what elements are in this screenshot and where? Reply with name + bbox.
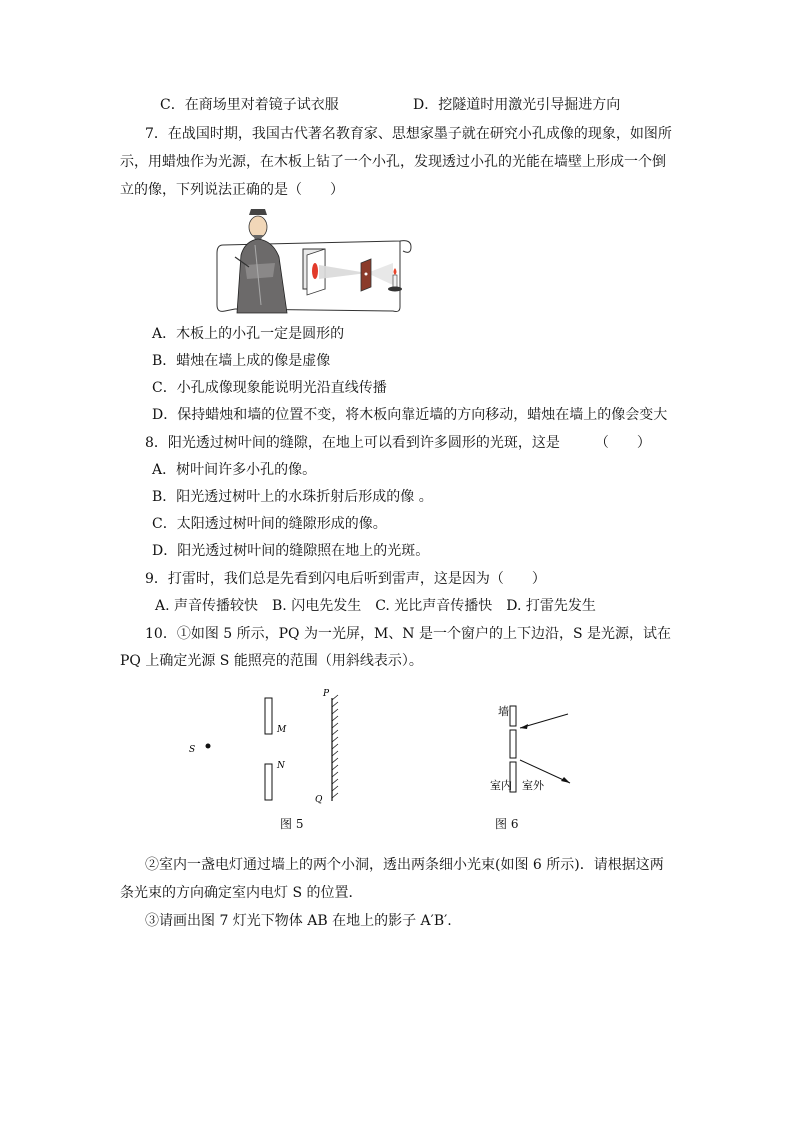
- q7-option-a: A．木板上的小孔一定是圆形的: [152, 326, 345, 342]
- figure-5-caption: 图 5: [280, 817, 304, 831]
- window-bottom-edge: [265, 764, 272, 800]
- option-c-prev: C．在商场里对着镜子试衣服: [160, 97, 339, 113]
- q7-option-c: C．小孔成像现象能说明光沿直线传播: [152, 380, 387, 396]
- q8-option-b: B．阳光透过树叶上的水珠折射后形成的像 。: [152, 489, 433, 505]
- q10-stem-line1: 10．①如图 5 所示，PQ 为一光屏，M、N 是一个窗户的上下边沿，S 是光源，试在: [145, 626, 672, 642]
- label-p: P: [323, 689, 330, 699]
- q7-option-b: B．蜡烛在墙上成的像是虚像: [152, 353, 331, 369]
- figure-6-caption: 图 6: [495, 817, 519, 831]
- q7-option-d: D．保持蜡烛和墙的位置不变，将木板向靠近墙的方向移动，蜡烛在墙上的像会变大: [152, 407, 668, 423]
- q10-stem-line2: PQ 上确定光源 S 能照亮的范围（用斜线表示）。: [120, 653, 423, 669]
- window-top-edge: [265, 698, 272, 734]
- mozi-pinhole-illustration: [215, 205, 415, 315]
- q8-stem: 8．阳光透过树叶间的缝隙，在地上可以看到许多圆形的光斑，这是 （ ）: [145, 435, 651, 451]
- label-q: Q: [315, 795, 323, 805]
- q10-part3: ③请画出图 7 灯光下物体 AB 在地上的影子 A′B′.: [145, 913, 452, 929]
- q9-stem: 9．打雷时，我们总是先看到闪电后听到雷声，这是因为（ ）: [145, 571, 546, 587]
- q9-options: A. 声音传播较快 B. 闪电先发生 C. 光比声音传播快 D. 打雷先发生: [155, 598, 596, 614]
- q8-option-c: C．太阳透过树叶间的缝隙形成的像。: [152, 516, 387, 532]
- q8-option-d: D．阳光透过树叶间的缝隙照在地上的光斑。: [152, 543, 430, 559]
- figure-5: [185, 686, 355, 808]
- screen-hatching: [332, 695, 338, 798]
- q10-part2-line2: 条光束的方向确定室内电灯 S 的位置．: [120, 885, 363, 901]
- option-d-prev: D．挖隧道时用激光引导掘进方向: [413, 97, 621, 113]
- q8-option-a: A．树叶间许多小孔的像。: [152, 462, 317, 478]
- label-s: S: [189, 745, 196, 755]
- label-wall: 墙: [498, 705, 509, 718]
- label-n: N: [277, 761, 285, 771]
- label-m: M: [277, 725, 287, 735]
- q7-stem-line3: 立的像，下列说法正确的是（ ）: [120, 182, 344, 198]
- label-outdoor: 室外: [522, 779, 544, 792]
- figure-6: [490, 698, 580, 798]
- q10-part2-line1: ②室内一盏电灯通过墙上的两个小洞，透出两条细小光束(如图 6 所示)．请根据这两: [145, 857, 664, 873]
- label-indoor: 室内: [490, 779, 512, 792]
- q7-stem-line2: 示，用蜡烛作为光源，在木板上钻了一个小孔，发现透过小孔的光能在墙壁上形成一个倒: [120, 154, 666, 170]
- q7-stem-line1: 7．在战国时期，我国古代著名教育家、思想家墨子就在研究小孔成像的现象，如图所: [145, 126, 672, 142]
- light-source-s-dot: [206, 744, 211, 749]
